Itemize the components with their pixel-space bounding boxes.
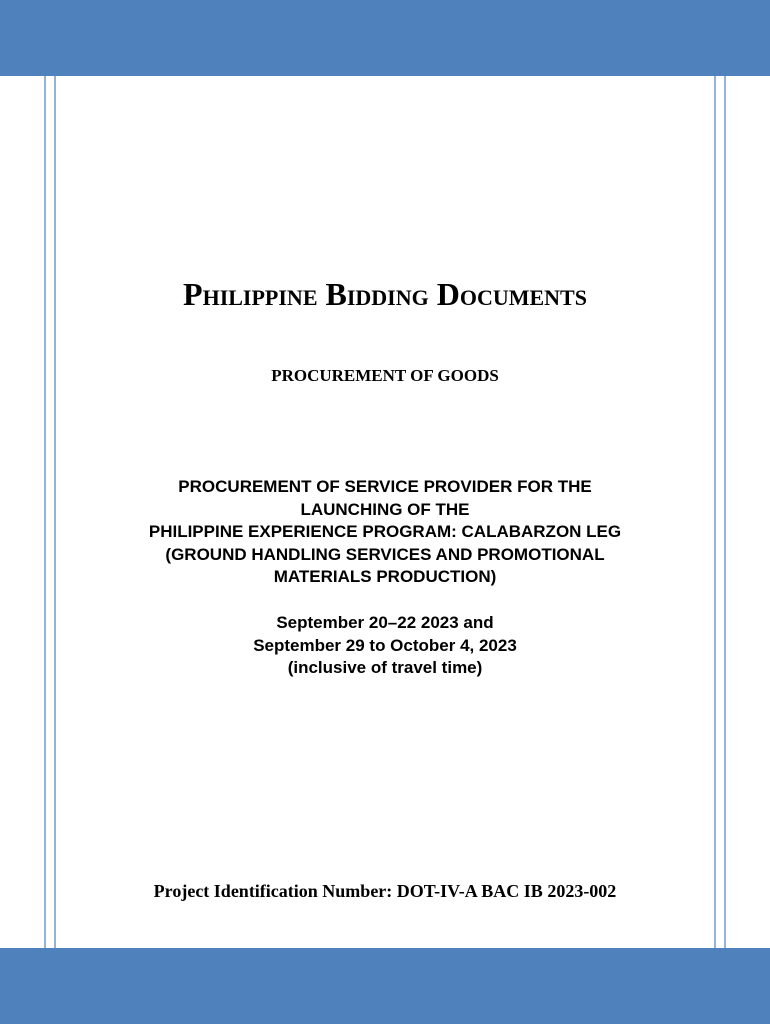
project-title-line: (GROUND HANDLING SERVICES AND PROMOTIONAL <box>165 544 605 564</box>
document-title: Philippine Bidding Documents <box>183 276 587 312</box>
project-title-line: LAUNCHING OF THE <box>300 499 470 519</box>
project-title-line: PROCUREMENT OF SERVICE PROVIDER FOR THE <box>178 477 592 496</box>
right-border-inner-line <box>714 76 716 948</box>
bottom-color-band <box>0 948 770 1024</box>
left-border-inner-line <box>54 76 56 948</box>
document-subtitle: PROCUREMENT OF GOODS <box>271 366 499 385</box>
project-title-line: MATERIALS PRODUCTION) <box>273 567 497 586</box>
date-line: (inclusive of travel time) <box>287 658 483 677</box>
right-border-outer-line <box>724 76 726 948</box>
project-identification-number: Project Identification Number: DOT-IV-A BAC IB 2023-002 <box>153 881 617 901</box>
schedule-dates <box>60 612 710 680</box>
project-title <box>60 476 710 589</box>
top-color-band <box>0 0 770 76</box>
date-line: September 29 to October 4, 2023 <box>253 635 517 655</box>
date-line: September 20–22 2023 and <box>276 613 494 632</box>
project-title-line: PHILIPPINE EXPERIENCE PROGRAM: CALABARZON LEG <box>148 522 622 541</box>
left-border-outer-line <box>44 76 46 948</box>
